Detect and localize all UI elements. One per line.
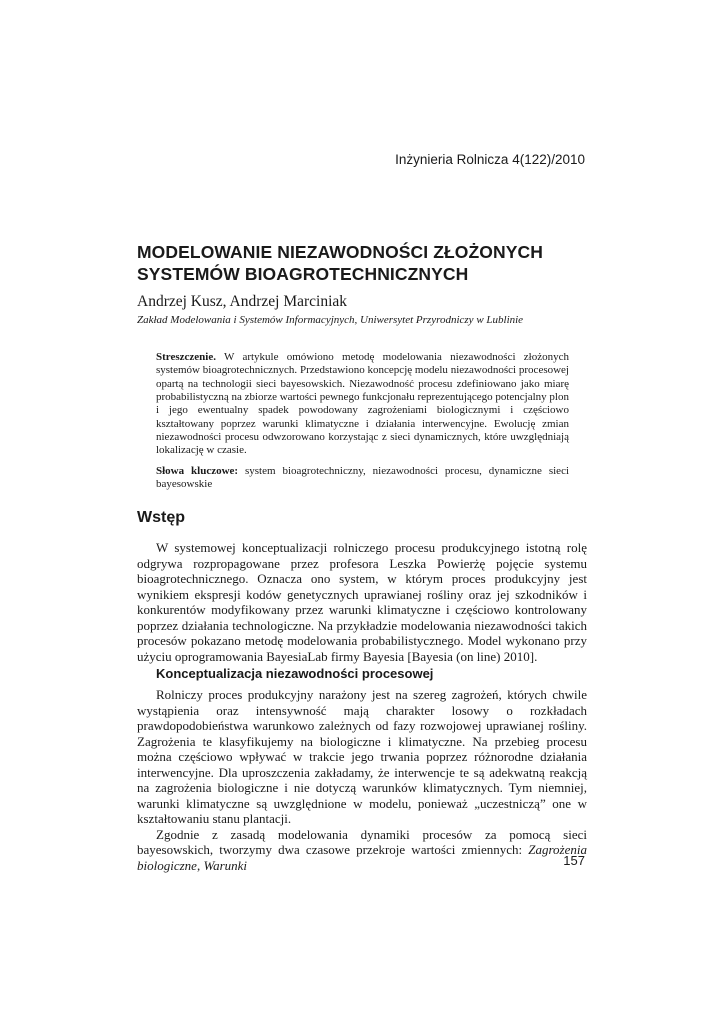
- concept-paragraph-2: [137, 827, 587, 874]
- intro-section-body: [137, 540, 587, 664]
- keywords-paragraph: [156, 465, 569, 492]
- keywords-text: system bioagrotechniczny, niezawodności procesu, dynamiczne sieci bayesowskie: [156, 464, 570, 491]
- affiliation: Zakład Modelowania i Systemów Informacyjnych, Uniwersytet Przyrodniczy w Lublinie: [137, 314, 524, 326]
- title-line-1: MODELOWANIE NIEZAWODNOŚCI ZŁOŻONYCH: [137, 242, 543, 262]
- concept-paragraph-2-text: Zgodnie z zasadą modelowania dynamiki procesów za pomocą sieci bayesowskich, tworzymy dwa czasowe przekroje wartości zmiennych:: [137, 826, 587, 858]
- concept-paragraph-1: Rolniczy proces produkcyjny narażony jest na szereg zagrożeń, których chwile wystąpienia oraz intensywność mają charakter losowy o rozkładach prawdopodobieństwa warunkowo zależnych od fazy rozwojowej uprawianej rośliny. Zagrożenia te klasyfikujemy na biologiczne i klimatyczne. Na przebieg procesu można częściowo wpływać w trakcie jego trwania poprzez różnorodne działania interwencyjne. Dla uproszczenia zakładamy, że interwencje te są adekwatną reakcją na zagrożenia biologiczne i nie dotyczą warunków klimatycznych. Tym niemniej, warunki klimatyczne są uwzględnione w modelu, ponieważ „uczestniczą” one w kształtowaniu stanu plantacji.: [137, 687, 587, 827]
- abstract-label: Streszczenie.: [156, 351, 216, 363]
- term-separator: ,: [196, 858, 204, 874]
- abstract-paragraph: [156, 351, 569, 458]
- keywords-label: Słowa kluczowe:: [156, 464, 239, 477]
- section-heading-intro: Wstęp: [137, 509, 185, 526]
- subsection-heading-concept: Konceptualizacja niezawodności procesowej: [156, 666, 434, 681]
- intro-paragraph: W systemowej konceptualizacji rolniczego procesu produkcyjnego istotną rolę odgrywa rozpropagowane przez profesora Leszka Powierżę pojęcie systemu bioagrotechnicznego. Oznacza ono system, w którym proces produkcyjny jest wynikiem ekspresji kodów genetycznych uprawianej rośliny oraz jej szkodników i konkurentów modyfikowany przez warunki klimatyczne i częściowo kontrolowany poprzez działania technologiczne. Na przykładzie modelowania niezawodności takich procesów pokazano metodę modelowania probabilistycznego. Model wykonano przy użyciu oprogramowania BayesiaLab firmy Bayesia [Bayesia (on line) 2010].: [137, 540, 587, 664]
- term-conditions: Warunki: [203, 858, 248, 874]
- page-number: 157: [563, 853, 585, 868]
- title-line-2: SYSTEMÓW BIOAGROTECHNICZNYCH: [137, 264, 469, 284]
- article-title: [137, 241, 597, 285]
- running-head: Inżynieria Rolnicza 4(122)/2010: [395, 152, 585, 167]
- authors: Andrzej Kusz, Andrzej Marciniak: [137, 293, 348, 310]
- term-biological-threats: Zagrożenia biologiczne: [137, 842, 587, 874]
- abstract: [156, 351, 569, 491]
- concept-section-body: [137, 687, 587, 874]
- abstract-text: W artykule omówiono metodę modelowania niezawodności złożonych systemów bioagrotechnicznych. Przedstawiono koncepcję modelu niezawodności procesowej opartą na technologii sieci bayesowskich. Niezawodność procesu zdefiniowano jako miarę probabilistyczną na zbiorze wartości pewnego funkcjonału reprezentującego potencjalny plon i jego ewentualny spadek powodowany zagrożeniami biologicznymi i częściowo kształtowany poprzez warunki klimatyczne i działania interwencyjne. Ewolucję zmian niezawodności procesu odwzorowano korzystając z sieci dynamicznych, które uwzględniają lokalizację w czasie.: [156, 351, 569, 457]
